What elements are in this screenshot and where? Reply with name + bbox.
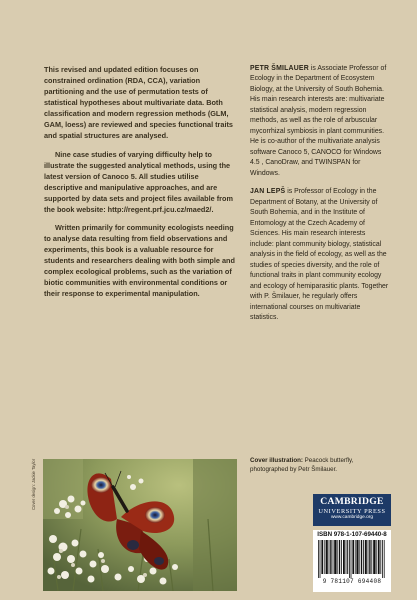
publisher-subtitle: UNIVERSITY PRESS — [318, 507, 386, 515]
cover-illustration-label: Cover illustration: — [250, 457, 303, 464]
author-bio-text: is Professor of Ecology in the Department of Botany, at the University of South Bohemia, and in the Institute of Entomology at the Czech Academy of Sciences. His main research interests include: plant community biology, statistical analysis in the field of ecology, as well as the studies of species diversity, and the role of functional traits in plant community ecology and ecology of hemiparasitic plants. Together with P. Šmilauer, he regularly offers international courses on multivariate statistics. — [250, 188, 389, 322]
author-bios — [250, 64, 390, 332]
barcode-digits: 9 781107 694408 — [322, 578, 382, 586]
author-name: PETR ŠMILAUER — [250, 65, 309, 72]
blurb-paragraph-2: Nine case studies of varying difficulty help to illustrate the suggested analytical methods, using the latest version of Canoco 5. All studies utilise descriptive and manipulative approaches, and are supported by data sets and project files available from the book website: http://regent.prf.jcu.cz/maed2/. — [44, 149, 233, 214]
cover-design-credit: Cover design: Jackie Taylor — [31, 458, 36, 510]
blurb-paragraph-1: This revised and updated edition focuses on constrained ordination (RDA, CCA), variation partitioning and the use of permutation tests of statistical hypotheses about multivariate data. Both classification and modern regression methods (GLM, GAM, loess) are reviewed and species functional traits and spatial structures are analysed. — [44, 65, 233, 141]
publisher-url: www.cambridge.org — [330, 515, 374, 521]
author-bio-text: is Associate Professor of Ecology in the Department of Ecosystem Biology, at the University of South Bohemia. His main research interests are: multivariate statistical analysis, modern regression methods, as well as the role of arbuscular mycorrhizal symbiosis in plant communities. He is co-author of the multivariate analysis software Canoco 5, CANOCO for Windows 4.5 , CanoDraw, and TWINSPAN for Windows. — [250, 65, 387, 177]
author-name: JAN LEPŠ — [250, 188, 286, 196]
publisher-logo — [313, 494, 391, 526]
isbn-barcode — [313, 530, 391, 592]
back-cover-blurb — [44, 64, 237, 307]
author-bio-2 — [250, 187, 390, 323]
isbn-label: ISBN 978-1-107-69440-8 — [317, 531, 387, 538]
barcode-bars — [316, 540, 388, 578]
cover-illustration-caption — [250, 457, 390, 475]
cover-illustration-text: Peacock butterfly, photographed by Petr Šmilauer. — [250, 457, 354, 473]
author-bio-1 — [250, 64, 390, 179]
publisher-name: CAMBRIDGE — [320, 496, 384, 507]
peacock-butterfly-photo — [43, 459, 237, 591]
blurb-paragraph-3: Written primarily for community ecologists needing to analyse data resulting from field observations and experiments, this book is a valuable resource for students and researchers dealing with both simple and complex ecological problems, such as the variation of biotic communities with environmental conditions or their response to experimental manipulation. — [44, 223, 235, 299]
